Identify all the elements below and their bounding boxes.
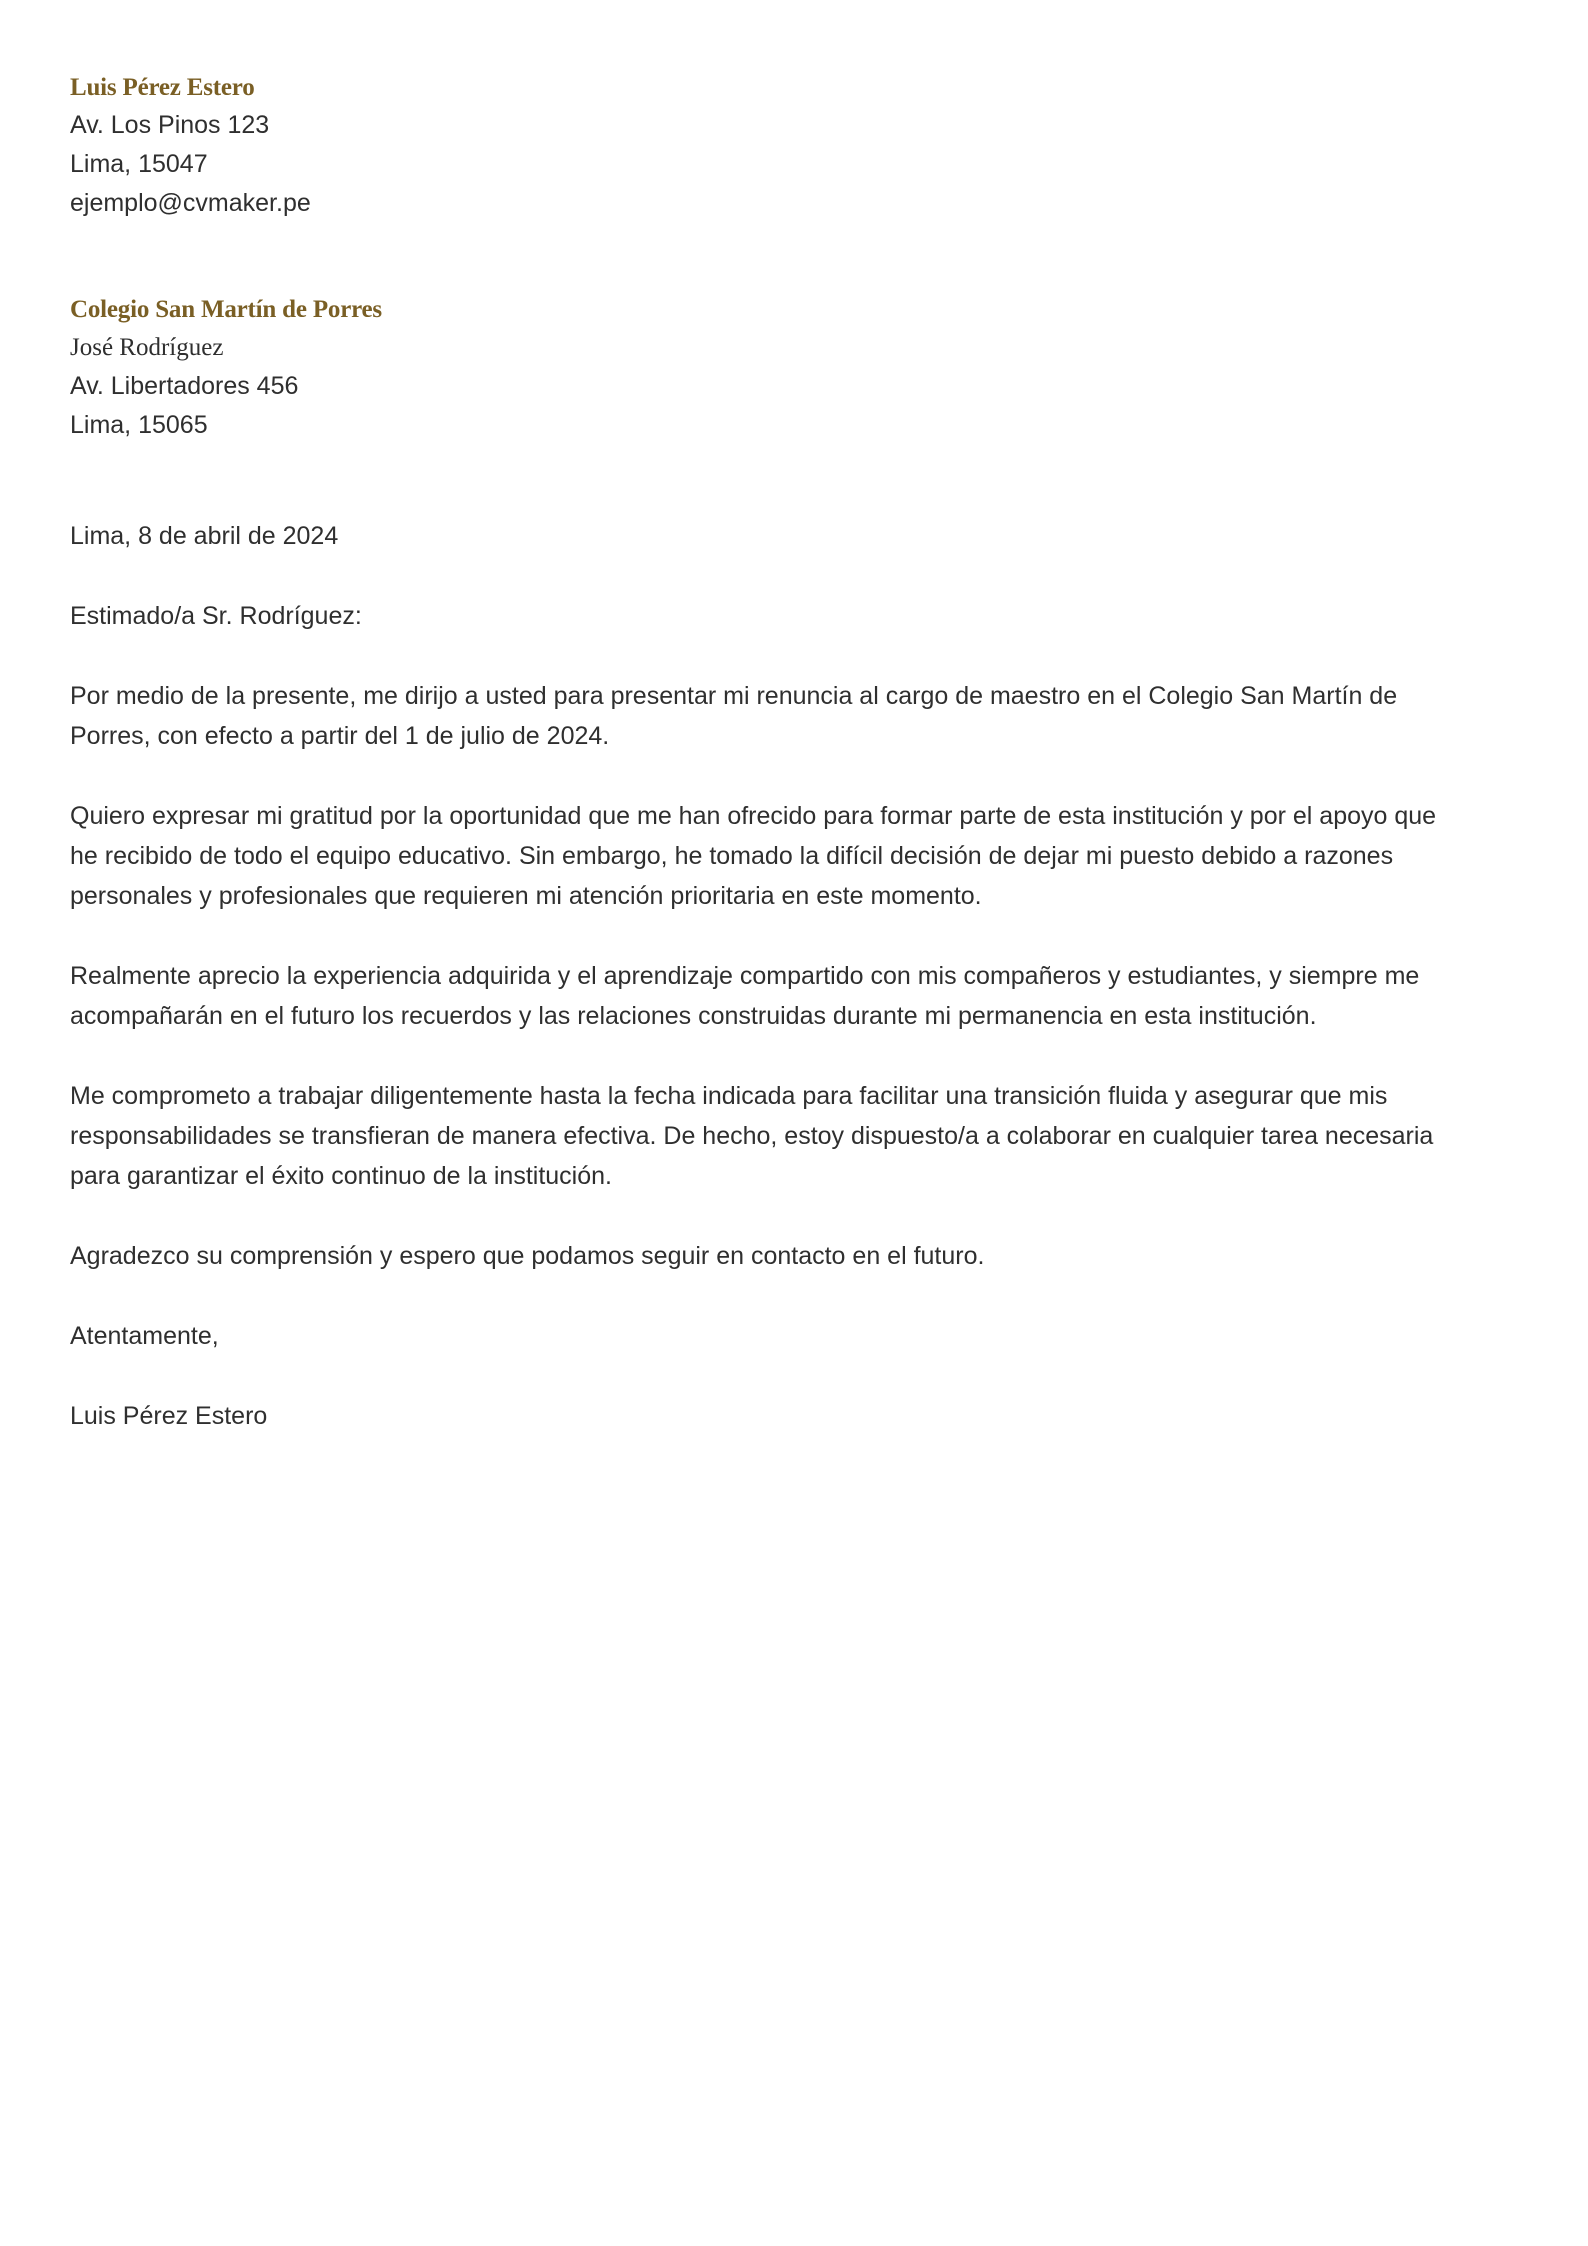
sender-name: Luis Pérez Estero [70,74,255,101]
recipient-block [70,292,382,445]
letter-closing: Atentamente, [70,1322,219,1350]
letter-paragraph-5: Agradezco su comprensión y espero que podamos seguir en contacto en el futuro. [70,1242,985,1270]
letter-paragraph-2: Quiero expresar mi gratitud por la oportunidad que me han ofrecido para formar parte de esta institución y por el apoyo que he recibido de todo el equipo educativo. Sin embargo, he tomado la difícil decisión de dejar mi puesto debido a razones personales y profesionales que requieren mi atención prioritaria en este momento. [70,802,1437,910]
letter-paragraph-1: Por medio de la presente, me dirijo a usted para presentar mi renuncia al cargo de maestro en el Colegio San Martín de Porres, con efecto a partir del 1 de julio de 2024. [70,682,1398,750]
letter-date: Lima, 8 de abril de 2024 [70,522,339,550]
recipient-organization: Colegio San Martín de Porres [70,296,382,323]
sender-address: Av. Los Pinos 123 [70,111,270,139]
letter-paragraph-4: Me comprometo a trabajar diligentemente hasta la fecha indicada para facilitar una transición fluida y asegurar que mis responsabilidades se transfieran de manera efectiva. De hecho, estoy dispuesto/a a colaborar en cualquier tarea necesaria para garantizar el éxito continuo de la institución. [70,1082,1434,1190]
letter-body [70,516,1470,1436]
recipient-address: Av. Libertadores 456 [70,372,299,400]
letter-paragraph-3: Realmente aprecio la experiencia adquirida y el aprendizaje compartido con mis compañeros y estudiantes, y siempre me acompañarán en el futuro los recuerdos y las relaciones construidas durante mi permanencia en esta institución. [70,962,1420,1030]
letter-salutation: Estimado/a Sr. Rodríguez: [70,602,362,630]
sender-email: ejemplo@cvmaker.pe [70,189,311,217]
sender-city: Lima, 15047 [70,150,208,178]
recipient-contact: José Rodríguez [70,334,224,361]
letter-signature: Luis Pérez Estero [70,1402,268,1430]
sender-block [70,70,311,223]
recipient-city: Lima, 15065 [70,411,208,439]
